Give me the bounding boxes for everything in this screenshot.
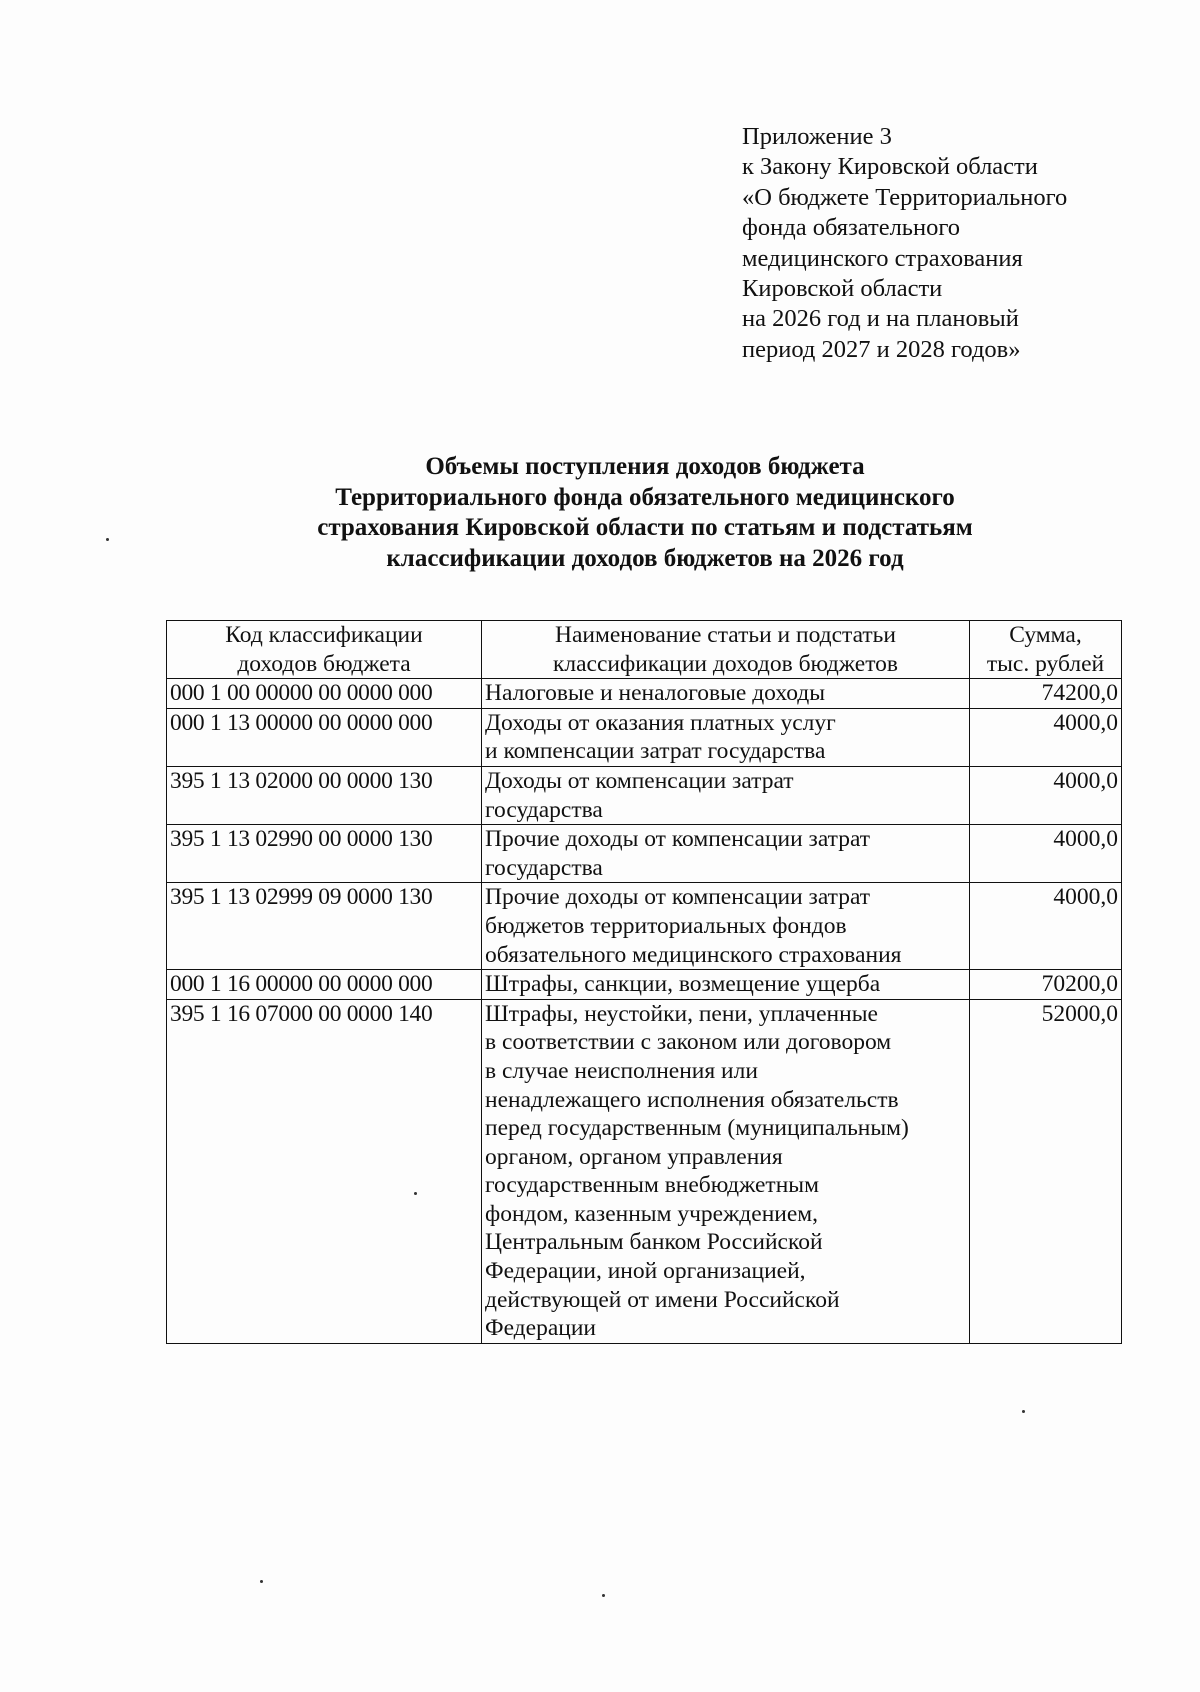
cell-sum: 74200,0 (970, 679, 1122, 709)
header-code-line: доходов бюджета (237, 650, 411, 677)
cell-name-line: перед государственным (муниципальным) (485, 1115, 909, 1142)
cell-name (482, 883, 970, 970)
table-row (167, 708, 1122, 766)
cell-name (482, 825, 970, 883)
table-header-row (167, 621, 1122, 679)
cell-code: 000 1 13 00000 00 0000 000 (167, 708, 482, 766)
appendix-header (742, 122, 1162, 365)
cell-name (482, 679, 970, 709)
table-row (167, 825, 1122, 883)
header-name-line: Наименование статьи и подстатьи (555, 622, 896, 648)
cell-name-line: Центральным банком Российской (485, 1229, 823, 1256)
cell-name-line: бюджетов территориальных фондов (485, 912, 847, 939)
table-row (167, 883, 1122, 970)
table-row (167, 999, 1122, 1343)
cell-name-line: Доходы от компенсации затрат (485, 767, 794, 794)
scan-speck (106, 538, 109, 541)
appendix-line: на 2026 год и на плановый (742, 305, 1019, 333)
header-name-line: классификации доходов бюджетов (552, 650, 899, 677)
cell-name-line: обязательного медицинского страхования (485, 941, 902, 968)
cell-sum: 4000,0 (970, 766, 1122, 824)
cell-name-line: Налоговые и неналоговые доходы (485, 680, 826, 707)
cell-name-line: фондом, казенным учреждением, (485, 1200, 819, 1227)
income-table (166, 620, 1122, 1344)
cell-code: 000 1 16 00000 00 0000 000 (167, 970, 482, 1000)
scan-speck (260, 1580, 263, 1583)
header-sum-line: тыс. рублей (986, 650, 1105, 677)
cell-name-line: государственным внебюджетным (485, 1172, 819, 1199)
appendix-line: Приложение 3 (742, 123, 892, 150)
cell-name-line: государства (485, 854, 603, 881)
cell-name-line: Штрафы, санкции, возмещение ущерба (485, 971, 881, 998)
title-line: классификации доходов бюджетов на 2026 год (386, 544, 904, 572)
cell-name (482, 999, 970, 1343)
cell-name (482, 766, 970, 824)
cell-name-line: Штрафы, неустойки, пени, уплаченные (485, 1000, 878, 1027)
appendix-line: к Закону Кировской области (742, 153, 1038, 181)
cell-name-line: Федерации (485, 1315, 596, 1342)
cell-name-line: и компенсации затрат государства (485, 738, 826, 765)
cell-name (482, 970, 970, 1000)
table-row (167, 766, 1122, 824)
cell-name-line: в соответствии с законом или договором (485, 1029, 892, 1056)
document-title (150, 452, 1140, 574)
appendix-line: «О бюджете Территориального (742, 183, 1068, 211)
title-line: Объемы поступления доходов бюджета (425, 453, 865, 480)
title-line: страхования Кировской области по статьям и подстатьям (317, 514, 973, 541)
cell-name-line: Федерации, иной организацией, (485, 1258, 806, 1285)
header-code (167, 621, 482, 679)
header-sum (970, 621, 1122, 679)
table-body (167, 679, 1122, 1344)
cell-code: 395 1 13 02000 00 0000 130 (167, 766, 482, 824)
cell-code: 395 1 13 02990 00 0000 130 (167, 825, 482, 883)
appendix-line: Кировской области (742, 275, 943, 303)
cell-code: 395 1 16 07000 00 0000 140 (167, 999, 482, 1343)
cell-sum: 52000,0 (970, 999, 1122, 1343)
cell-code: 395 1 13 02999 09 0000 130 (167, 883, 482, 970)
cell-name (482, 708, 970, 766)
scan-speck (414, 1192, 417, 1195)
appendix-line: фонда обязательного (742, 214, 961, 242)
table-row (167, 970, 1122, 1000)
cell-name-line: государства (485, 796, 603, 823)
cell-name-line: ненадлежащего исполнения обязательств (485, 1086, 899, 1113)
header-name (482, 621, 970, 679)
cell-sum: 70200,0 (970, 970, 1122, 1000)
title-line: Территориального фонда обязательного медицинского (335, 483, 955, 511)
appendix-line: медицинского страхования (742, 244, 1023, 272)
cell-sum: 4000,0 (970, 708, 1122, 766)
appendix-line: период 2027 и 2028 годов» (742, 335, 1021, 363)
cell-name-line: в случае неисполнения или (485, 1057, 758, 1084)
cell-name-line: Прочие доходы от компенсации затрат (485, 884, 871, 911)
cell-name-line: Доходы от оказания платных услуг (485, 709, 836, 736)
scan-speck (602, 1594, 605, 1597)
header-code-line: Код классификации (225, 622, 423, 648)
cell-sum: 4000,0 (970, 883, 1122, 970)
cell-name-line: действующей от имени Российской (485, 1286, 840, 1313)
cell-sum: 4000,0 (970, 825, 1122, 883)
scan-speck (1022, 1410, 1025, 1413)
cell-name-line: органом, органом управления (485, 1143, 783, 1170)
header-sum-line: Сумма, (1009, 622, 1082, 648)
table-row (167, 679, 1122, 709)
cell-name-line: Прочие доходы от компенсации затрат (485, 826, 871, 853)
cell-code: 000 1 00 00000 00 0000 000 (167, 679, 482, 709)
